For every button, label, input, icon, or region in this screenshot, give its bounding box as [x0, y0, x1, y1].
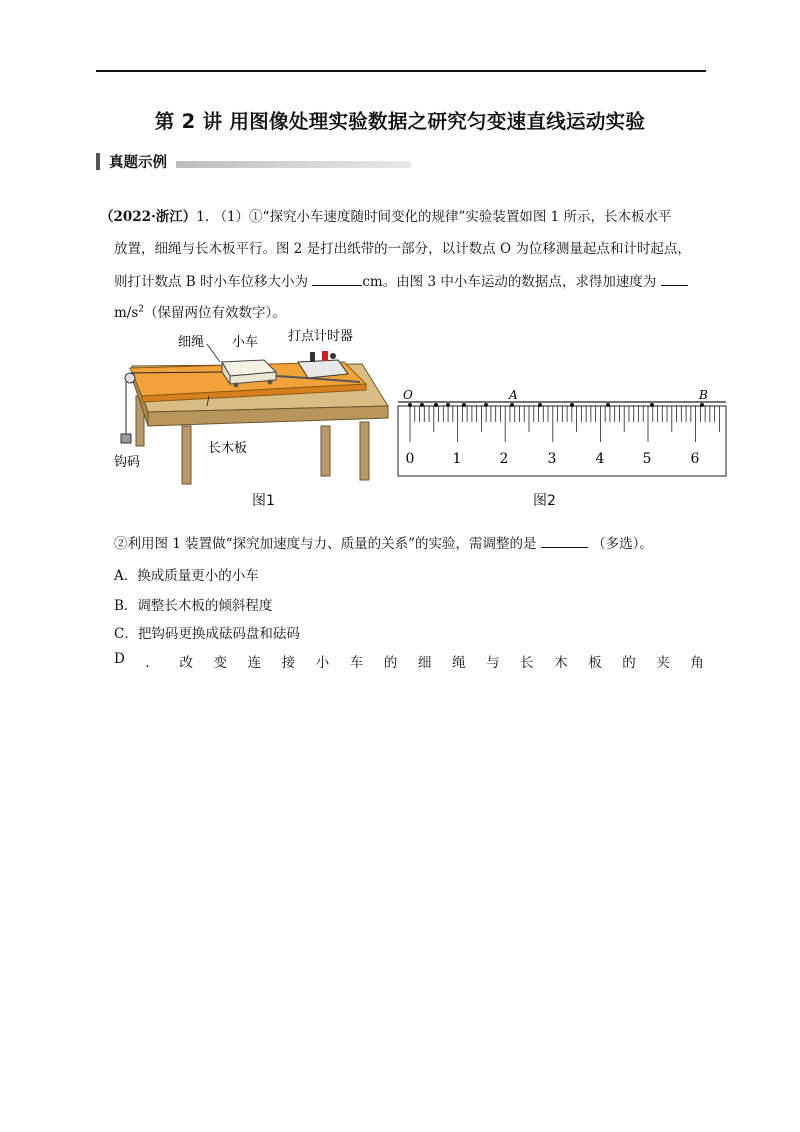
section-underline	[176, 161, 411, 168]
scale-number-0: 0	[405, 451, 415, 467]
scale-number-5: 5	[642, 451, 652, 467]
tape-dot	[462, 403, 466, 407]
question-source: （2022·浙江）	[100, 209, 197, 225]
figure2-ruler	[396, 386, 728, 478]
option-d: D ． 改 变 连 接 小 车 的 细 绳 与 长 木 板 的 夹 角	[114, 651, 704, 671]
question-line-1: （2022·浙江）1. （1）①“探究小车速度随时间变化的规律”实验装置如图 1 所示，长木板水平	[100, 209, 672, 225]
answer-blank-1[interactable]	[312, 273, 362, 286]
tape-dot	[408, 403, 412, 407]
tape-dot	[434, 403, 438, 407]
answer-blank-3[interactable]	[541, 535, 588, 548]
scale-number-1: 1	[452, 451, 462, 467]
tape-dot	[650, 403, 654, 407]
point-label-B: B	[699, 388, 708, 402]
header-rule	[96, 70, 706, 72]
question-line-4: $m/s^2$（保留两位有效数字）。	[114, 304, 286, 321]
figure1-apparatus	[112, 326, 394, 486]
option-b: B．调整长木板的倾斜程度	[114, 598, 273, 614]
point-label-O: O	[403, 388, 413, 402]
tape-dot	[606, 403, 610, 407]
label-weight: 钩码	[114, 455, 141, 470]
figure1-caption: 图1	[252, 493, 275, 509]
question-line-3: 则打计数点 B 时小车位移大小为 cm。由图 3 中小车运动的数据点，求得加速度为	[114, 270, 688, 290]
question-line-2: 放置，细绳与长木板平行。图 2 是打出纸带的一部分，以计数点 O 为位移测量起点和计时起点，	[114, 241, 691, 257]
label-string: 细绳	[178, 335, 205, 350]
section-marker	[96, 153, 100, 170]
tape-dot	[446, 403, 450, 407]
tape-dot	[420, 403, 424, 407]
label-cart: 小车	[232, 335, 259, 350]
label-timer: 打点计时器	[288, 329, 354, 344]
part2-line: ②利用图 1 装置做“探究加速度与力、质量的关系”的实验，需调整的是 （多选）。	[114, 536, 653, 552]
point-label-A: A	[509, 388, 518, 402]
scale-number-2: 2	[499, 451, 509, 467]
figure2-caption: 图2	[533, 493, 556, 509]
page-title: 第 2 讲 用图像处理实验数据之研究匀变速直线运动实验	[154, 110, 646, 133]
scale-number-3: 3	[547, 451, 557, 467]
tape-dot	[538, 403, 542, 407]
tape-dot	[700, 403, 704, 407]
section-header	[96, 151, 411, 171]
label-board: 长木板	[208, 441, 248, 456]
tape-dot	[484, 403, 488, 407]
scale-number-4: 4	[595, 451, 605, 467]
section-label: 真题示例	[109, 154, 167, 171]
scale-number-6: 6	[690, 451, 700, 467]
tape-dot	[570, 403, 574, 407]
answer-blank-2[interactable]	[661, 273, 688, 286]
option-c: C．把钩码更换成砝码盘和砝码	[114, 626, 300, 642]
tape-dot	[510, 403, 514, 407]
option-a: A．换成质量更小的小车	[114, 568, 259, 584]
